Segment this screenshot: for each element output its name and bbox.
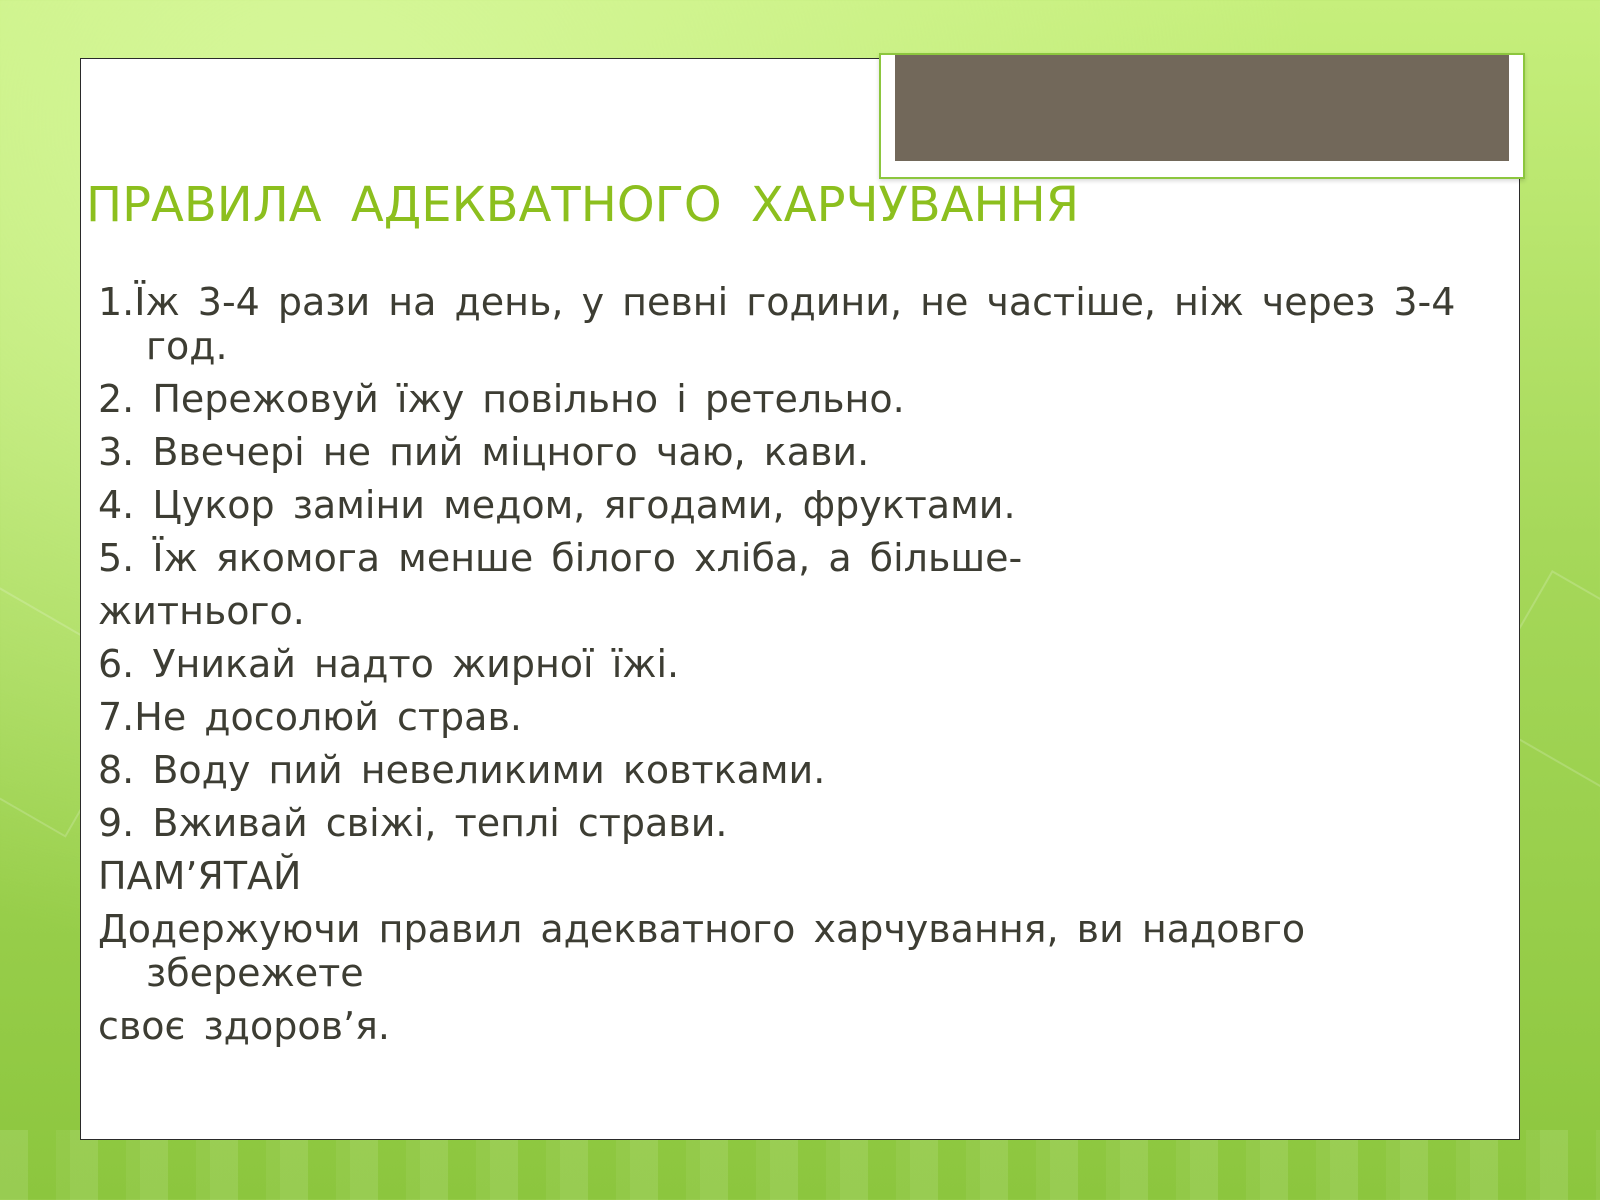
background-stripes [0,1130,1600,1200]
rules-list [98,280,1498,1057]
rule-line: 5. Їж якомога менше білого хліба, а більше- [98,536,1023,580]
rule-line: 9. Вживай свіжі, теплі страви. [98,801,728,845]
rule-line: 4. Цукор заміни медом, ягодами, фруктами. [98,483,1016,527]
rule-line: 3. Ввечері не пий міцного чаю, кави. [98,430,870,474]
photo-frame [879,53,1525,179]
conclusion-line: своє здоров’я. [98,1004,390,1048]
rule-line: житнього. [98,589,305,633]
rule-line: 7.Не досолюй страв. [98,695,522,739]
remember-heading: ПАМ’ЯТАЙ [98,854,302,898]
rule-line: 2. Пережовуй їжу повільно і ретельно. [98,377,905,421]
rule-line: 6. Уникай надто жирної їжі. [98,642,680,686]
photo-placeholder [895,55,1509,161]
conclusion-line: Додержуючи правил адекватного харчування, ви надовго збережете [98,907,1306,995]
rule-line: 8. Воду пий невеликими ковтками. [98,748,826,792]
slide-title: ПРАВИЛА АДЕКВАТНОГО ХАРЧУВАННЯ [86,177,1080,233]
rule-line: 1.Їж 3-4 рази на день, у певні години, не частіше, ніж через 3-4 год. [98,280,1456,368]
